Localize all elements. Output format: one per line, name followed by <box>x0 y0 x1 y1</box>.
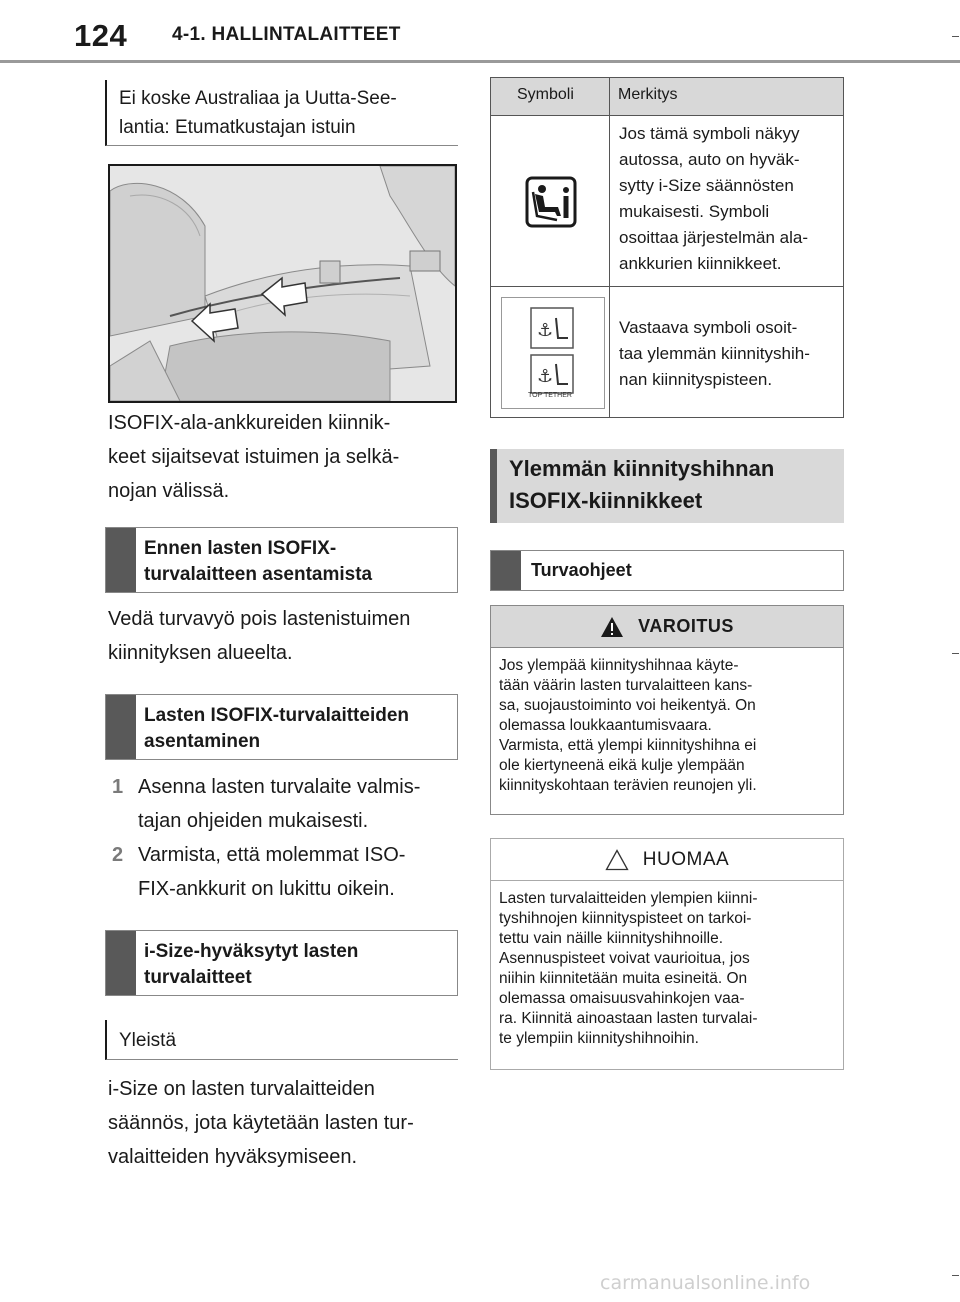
subhead-front-passenger <box>105 80 458 146</box>
step-2 <box>110 838 460 906</box>
upper-tether-heading: Ylemmän kiinnityshihnan ISOFIX-kiinnikkeet <box>490 449 844 523</box>
svg-text:⚓: ⚓ <box>537 320 554 341</box>
section-isize <box>105 930 458 996</box>
section-bar <box>106 931 136 995</box>
site-watermark: carmanualsonline.info <box>600 1272 811 1294</box>
note-title: HUOMAA <box>642 848 730 870</box>
row2-meaning: Vastaava symboli osoit- taa ylemmän kiinnityshih- nan kiinnityspisteen. <box>619 318 810 389</box>
before-install-text: Vedä turvavyö pois lastenistuimen kiinnityksen alueelta. <box>108 608 411 664</box>
note-box <box>490 838 844 1070</box>
step-text: Asenna lasten turvalaite valmis- tajan ohjeiden mukaisesti. <box>138 776 421 832</box>
section-bar <box>491 551 521 590</box>
subhead-general <box>105 1020 458 1060</box>
header-symbol: Symboli <box>517 86 574 103</box>
crop-mark <box>952 1275 959 1276</box>
section-title: Lasten ISOFIX-turvalaitteiden asentaminen <box>144 705 409 752</box>
warning-title: VAROITUS <box>638 616 734 636</box>
step-1 <box>110 770 460 838</box>
header-rule <box>0 60 960 63</box>
i-size-seat-icon <box>525 176 577 228</box>
section-safety <box>490 550 844 591</box>
note-text: Lasten turvalaitteiden ylempien kiinni- tyshihnojen kiinnityspisteet on tarkoi- tettu vain näille kiinnityshihnoille. Asennuspisteet voivat vaurioitua, jos niihin kiinnitetään muita esineitä. On olemassa omaisuusvahinkojen vaa- ra. Kiinnitä ainoastaan lasten turvalai- te ylempiin kiinnityshihnoihin. <box>499 890 758 1047</box>
figure-caption: ISOFIX-ala-ankkureiden kiinnik- keet sijaitsevat istuimen ja selkä- nojan välissä. <box>108 412 400 502</box>
crop-mark <box>952 653 959 654</box>
warning-text: Jos ylempää kiinnityshihnaa käyte- tään väärin lasten turvalaitteen kans- sa, suojaustoiminto voi heikentyä. On olemassa loukkaantumisvaara. Varmista, että ylempi kiinnityshihna ei ole kiertyneenä eikä kulje ylempään kiinnityskohtaan terävien reunojen yli. <box>499 657 757 794</box>
caution-outline-icon <box>605 849 629 871</box>
row-divider <box>491 286 843 287</box>
warning-header <box>491 606 843 648</box>
header-meaning: Merkitys <box>618 86 678 103</box>
section-before-install <box>105 527 458 593</box>
section-installing <box>105 694 458 760</box>
page-number: 124 <box>74 18 128 53</box>
section-bar <box>106 695 136 759</box>
section-title: Turvaohjeet <box>531 560 632 580</box>
isofix-seat-illustration <box>108 164 457 403</box>
subhead-text: Ei koske Australiaa ja Uutta-See- lantia: Etumatkustajan istuin <box>119 88 397 138</box>
column-divider <box>609 78 610 417</box>
section-title: Ennen lasten ISOFIX- turvalaitteen asentamista <box>144 538 373 585</box>
section-bar <box>106 528 136 592</box>
warning-box <box>490 605 844 815</box>
chapter-title: 4-1. HALLINTALAITTEET <box>172 24 401 45</box>
crop-mark <box>952 36 959 37</box>
seat-illustration-svg <box>110 166 455 401</box>
row1-meaning: Jos tämä symboli näkyy autossa, auto on hyväk- sytty i-Size säännösten mukaisesti. Symboli osoittaa järjestelmän ala- ankkurien kiinnikkeet. <box>619 124 808 273</box>
step-text: Varmista, että molemmat ISO- FIX-ankkurit on lukittu oikein. <box>138 844 406 900</box>
top-tether-label: TOP TETHER <box>528 392 572 399</box>
section-title: i-Size-hyväksytyt lasten turvalaitteet <box>144 941 359 988</box>
symbol-table <box>490 77 844 418</box>
step-number: 2 <box>112 844 124 866</box>
subhead-text: Yleistä <box>119 1030 177 1051</box>
note-header <box>491 839 843 881</box>
svg-text:⚓: ⚓ <box>537 366 554 387</box>
anchor-seat-icon <box>501 297 605 409</box>
warning-icon <box>600 616 624 638</box>
table-header <box>491 78 843 116</box>
i-size-icon-svg <box>525 176 577 228</box>
step-number: 1 <box>112 776 124 798</box>
isize-text: i-Size on lasten turvalaitteiden säännös, jota käytetään lasten tur- valaitteiden hyväksymiseen. <box>108 1078 414 1168</box>
